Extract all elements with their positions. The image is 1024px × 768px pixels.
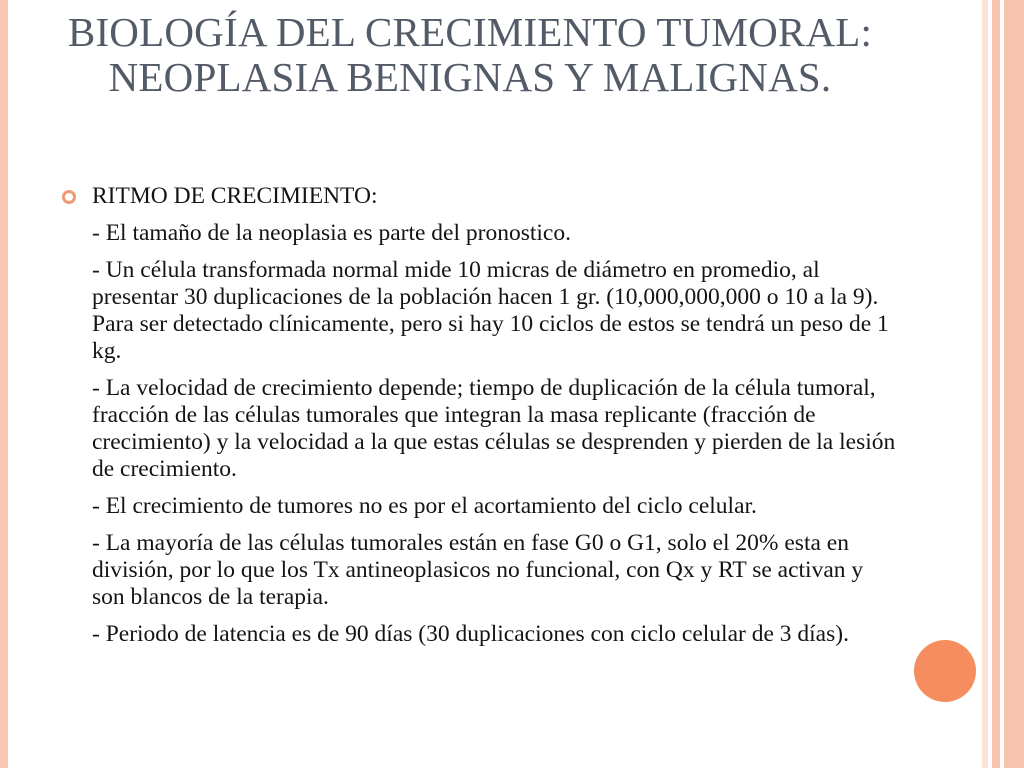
paragraph-6: - Periodo de latencia es de 90 días (30 duplicaciones con ciclo celular de 3 días). (92, 621, 849, 647)
slide-title: BIOLOGÍA DEL CRECIMIENTO TUMORAL: NEOPLASIA BENIGNAS Y MALIGNAS. (67, 9, 873, 100)
paragraph-2: - Un célula transformada normal mide 10 micras de diámetro en promedio, al presentar 30 duplicaciones de la población hacen 1 gr. (10,000,000,000 o 10 a la 9). Para ser detectado clínicamente, pero si hay 10 ciclos de estos se tendrá un peso de 1 kg. (92, 257, 889, 364)
heading-text: RITMO DE CRECIMIENTO: (92, 183, 378, 209)
slide-content (60, 182, 900, 658)
paragraph-5: - La mayoría de las células tumorales están en fase G0 o G1, solo el 20% esta en división, por lo que los Tx antineoplasicos no funcional, con Qx y RT se activan y son blancos de la terapia. (92, 530, 864, 610)
bullet-circle-icon (62, 190, 76, 204)
bullet-heading (60, 182, 900, 210)
paragraph-1: - El tamaño de la neoplasia es parte del pronostico. (92, 220, 571, 246)
left-border-decoration (0, 0, 8, 768)
paragraph-4: - El crecimiento de tumores no es por el acortamiento del ciclo celular. (92, 493, 757, 519)
right-stripes-decoration (982, 0, 1024, 768)
orange-circle-decoration (914, 640, 976, 702)
paragraph-3: - La velocidad de crecimiento depende; tiempo de duplicación de la célula tumoral, fracción de las células tumorales que integran la masa replicante (fracción de crecimiento) y la velocidad a la que estas células se desprenden y pierden de la lesión de crecimiento. (92, 375, 896, 482)
